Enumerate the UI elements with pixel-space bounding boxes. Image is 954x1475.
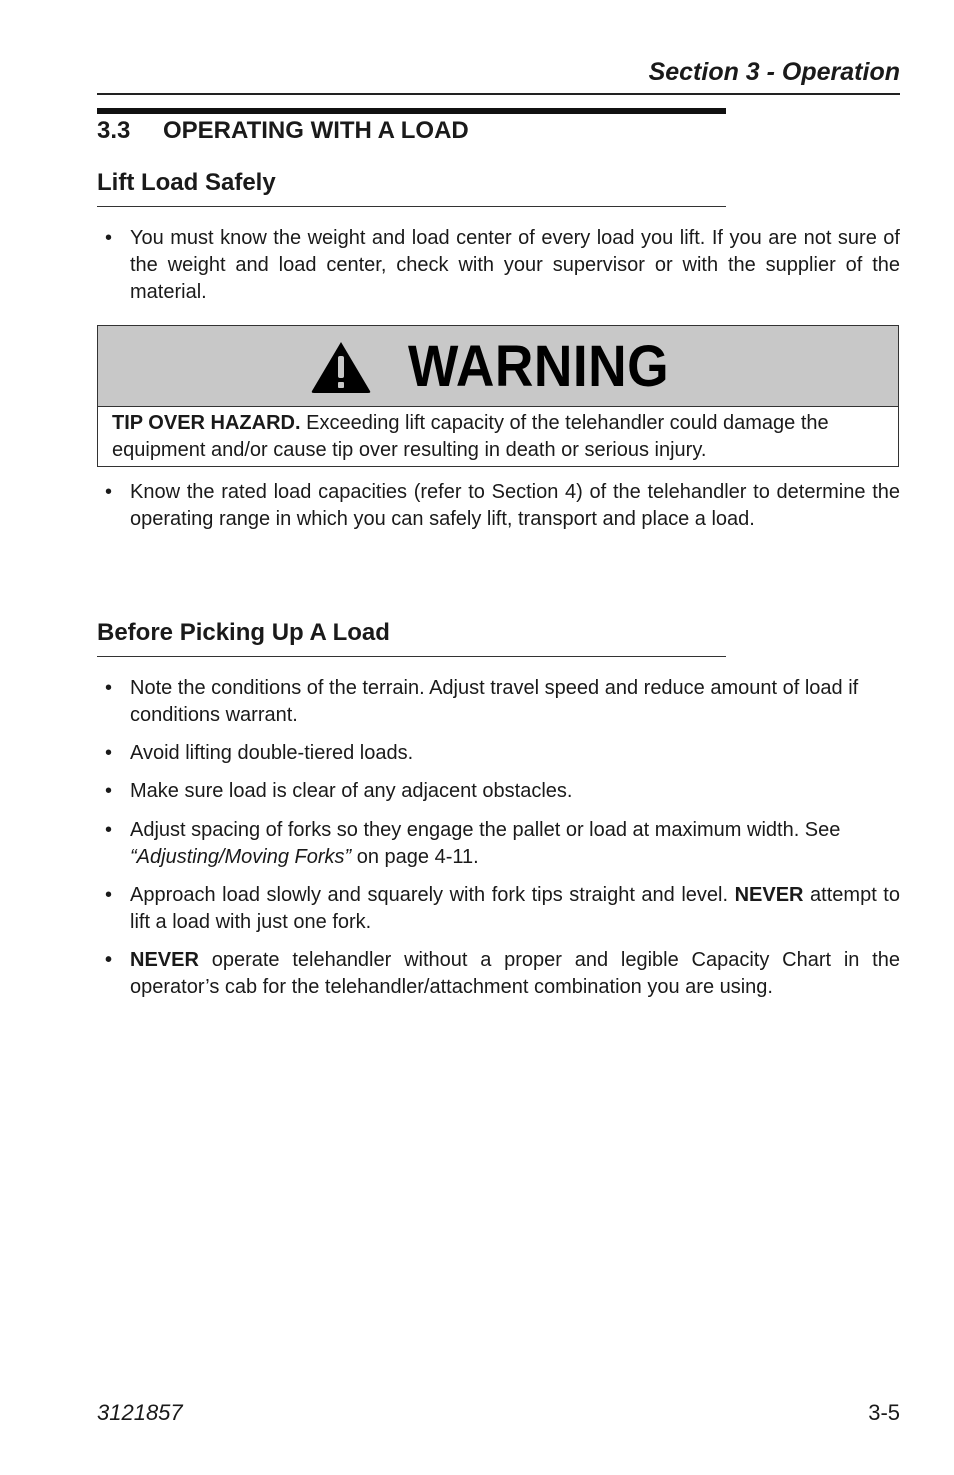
warning-text: Exceeding lift capacity of the telehandler could damage the equipment and/or cause tip over resulting in death or serious injury. <box>112 412 829 461</box>
list-item-text <box>130 817 900 871</box>
warning-triangle-icon <box>310 340 372 394</box>
bullet-icon: • <box>105 742 113 764</box>
list-item-text: You must know the weight and load center of every load you lift. If you are not sure of the weight and load center, check with your supervisor or with the supplier of the material. <box>130 227 900 303</box>
bullet-icon: • <box>105 780 113 802</box>
warning-box <box>97 325 899 467</box>
list-item <box>105 778 900 805</box>
subsection-rule <box>97 206 726 207</box>
list-item-text-part: Approach load slowly and squarely with fork tips straight and level. <box>130 884 735 906</box>
list-item <box>105 675 900 729</box>
list-item <box>105 882 900 936</box>
bullet-icon: • <box>105 884 113 906</box>
list-item-text: Make sure load is clear of any adjacent obstacles. <box>130 780 573 802</box>
bullet-icon: • <box>105 227 113 249</box>
cross-reference-link[interactable]: “Adjusting/Moving Forks” <box>130 846 352 868</box>
list-item-text <box>130 882 900 936</box>
warning-signal-word: WARNING <box>408 334 670 399</box>
list-item <box>105 740 900 767</box>
bullet-icon: • <box>105 949 113 971</box>
subsection-rule <box>97 656 726 657</box>
header-rule <box>97 93 900 95</box>
list-item-text: Note the conditions of the terrain. Adjust travel speed and reduce amount of load if conditions warrant. <box>130 677 859 726</box>
list-item <box>105 947 900 1001</box>
list-item-text: Know the rated load capacities (refer to Section 4) of the telehandler to determine the operating range in which you can safely lift, transport and place a load. <box>130 481 900 530</box>
list-item <box>105 817 900 871</box>
bullet-icon: • <box>105 819 113 841</box>
document-number: 3121857 <box>97 1400 183 1425</box>
warning-message <box>112 410 888 464</box>
bullet-icon: • <box>105 481 113 503</box>
list-item-text <box>130 947 900 1001</box>
hazard-label: TIP OVER HAZARD. <box>112 412 301 434</box>
page-number: 3-5 <box>868 1400 900 1425</box>
bullet-icon: • <box>105 677 113 699</box>
section-number: 3.3 <box>97 117 131 144</box>
subsection-title-lift-load-safely: Lift Load Safely <box>97 169 276 196</box>
subsection-title-before-picking-up: Before Picking Up A Load <box>97 619 390 646</box>
warning-header <box>98 326 898 407</box>
section-title: OPERATING WITH A LOAD <box>163 117 469 144</box>
list-item <box>105 225 900 306</box>
list-item-text-part: on page 4-11. <box>351 846 479 868</box>
section-header: Section 3 - Operation <box>648 58 900 86</box>
emphasis-never: NEVER <box>130 949 199 971</box>
list-item-text: Avoid lifting double-tiered loads. <box>130 742 414 764</box>
list-item-text-part: operate telehandler without a proper and legible Capacity Chart in the operator’s cab for the telehandler/attachment combination you are using. <box>130 949 900 998</box>
section-rule <box>97 108 726 114</box>
list-item-text-part: attempt to lift a load with just one fork. <box>130 884 900 933</box>
list-item-text-part: Adjust spacing of forks so they engage the pallet or load at maximum width. See <box>130 819 841 841</box>
emphasis-never: NEVER <box>734 884 804 906</box>
list-item <box>105 479 900 533</box>
